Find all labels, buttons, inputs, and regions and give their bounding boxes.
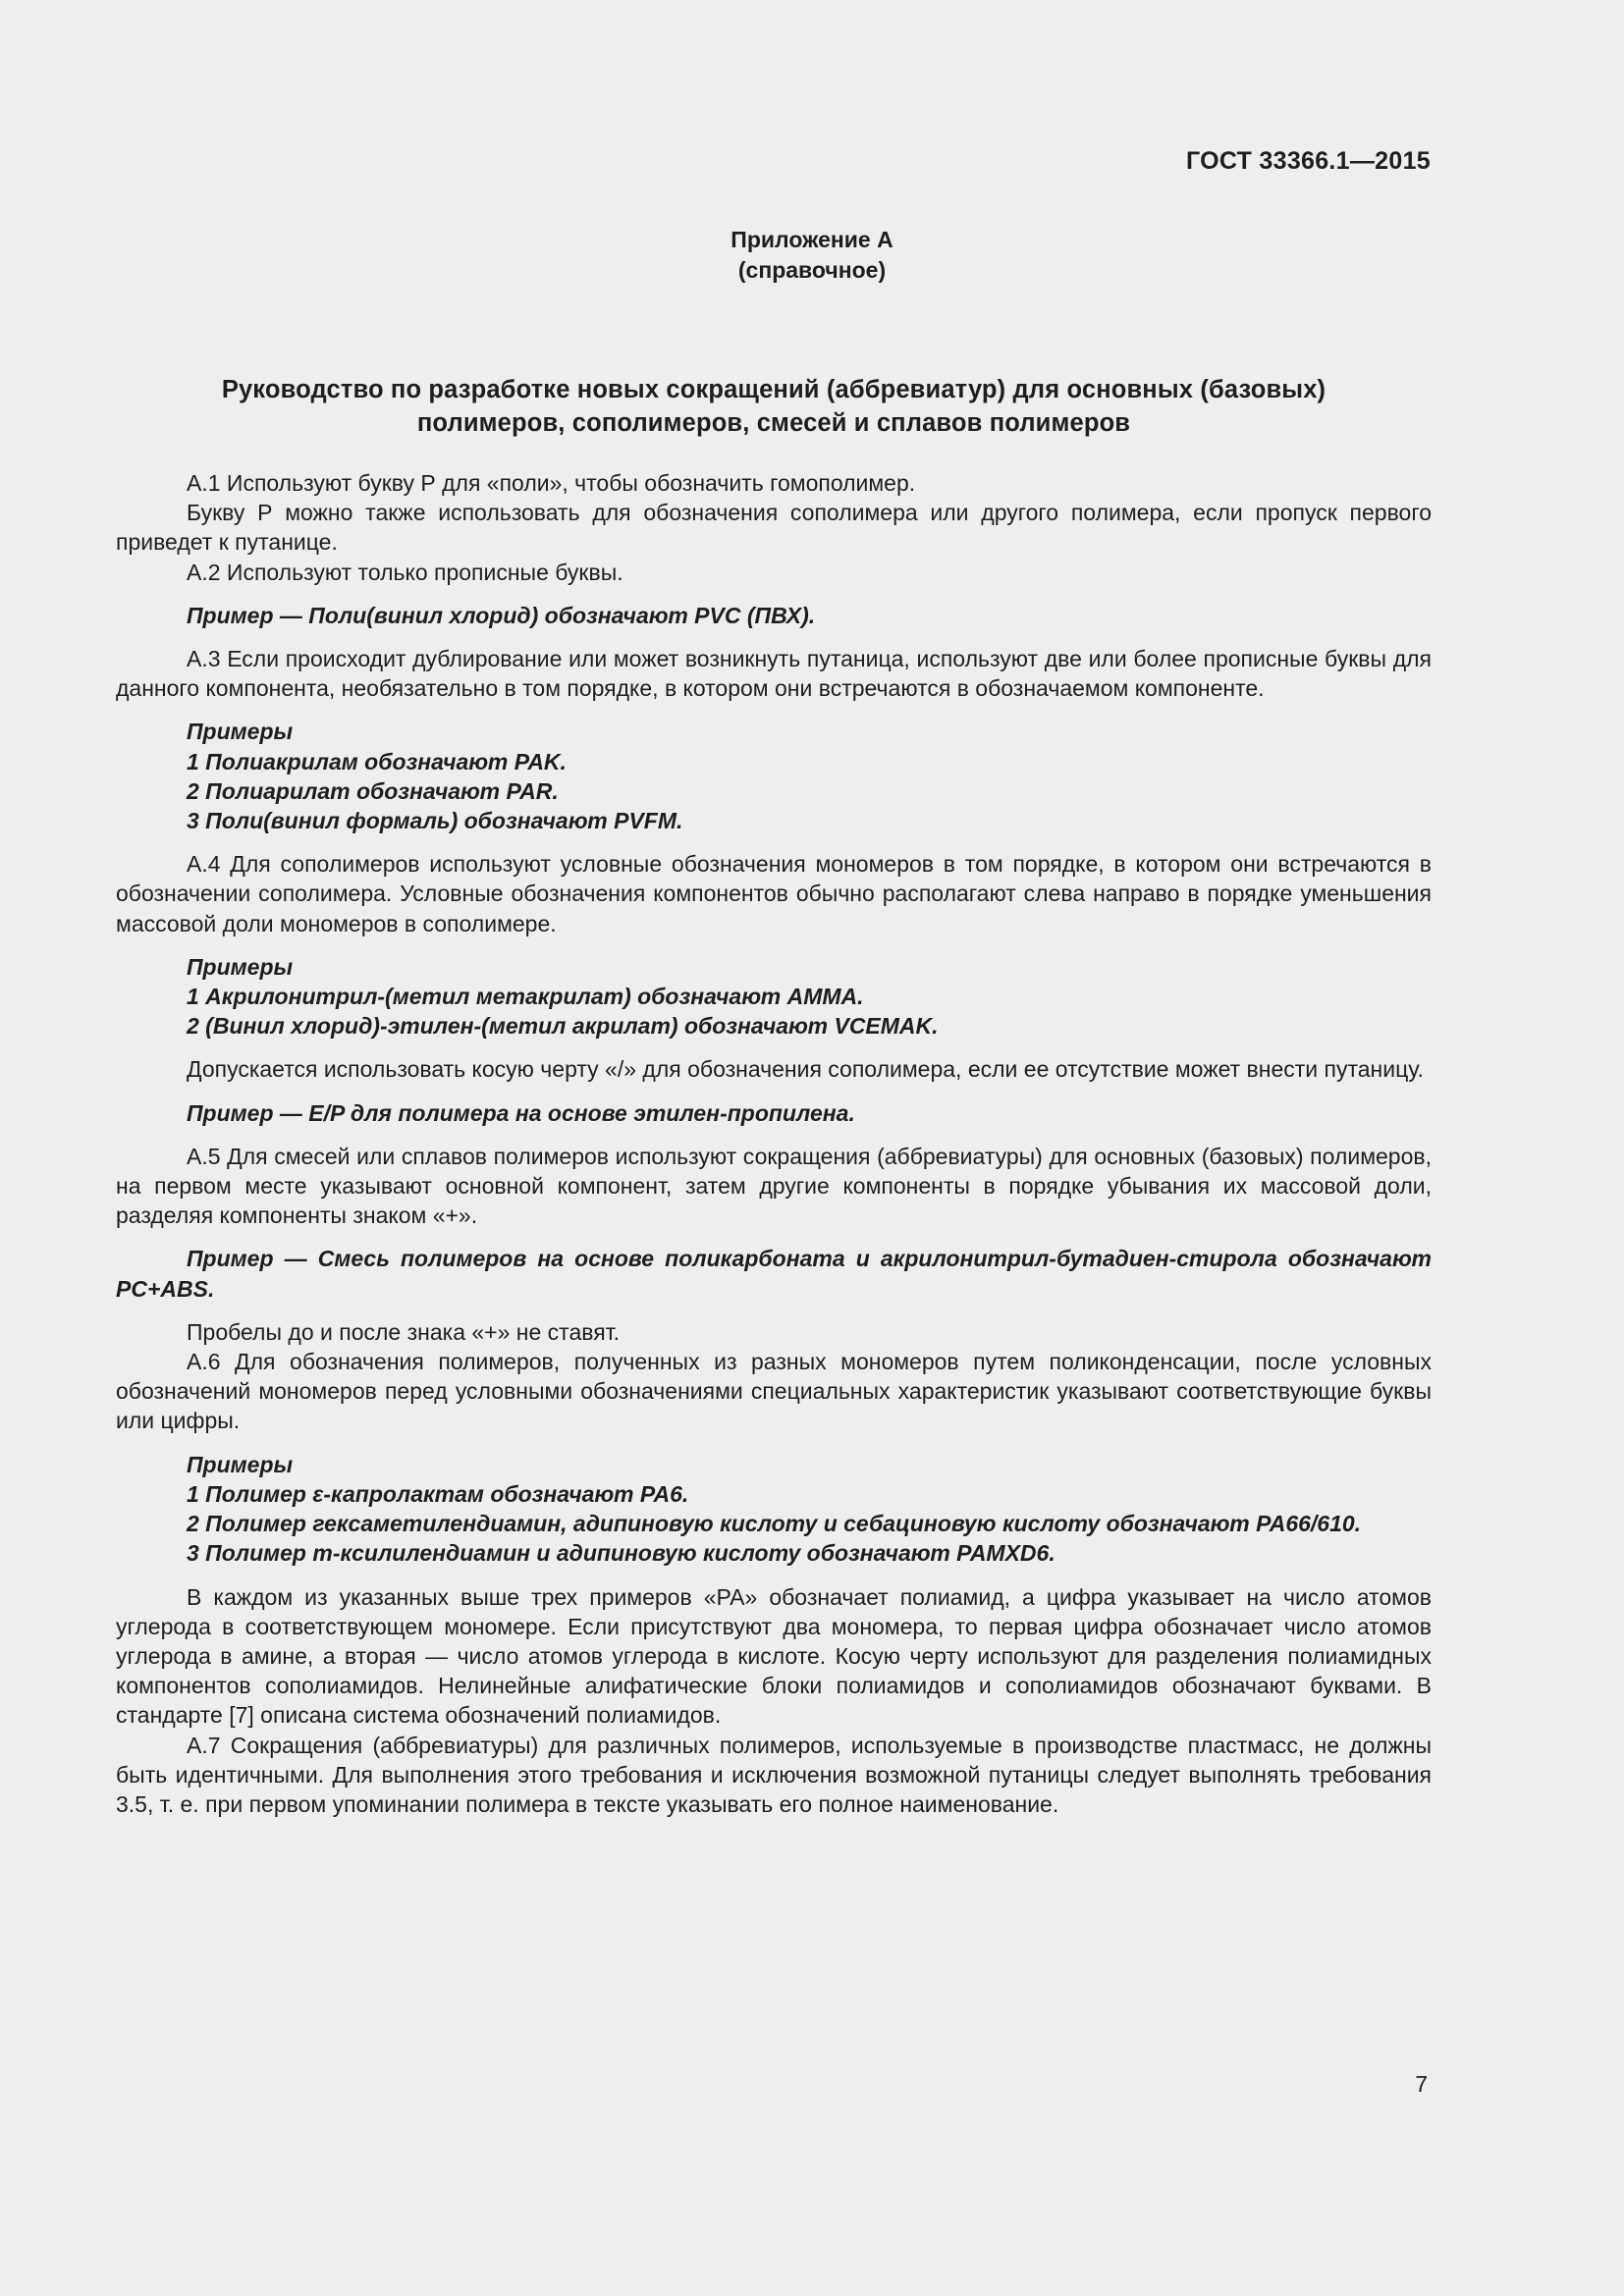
examples-block-a4 bbox=[116, 952, 1432, 1041]
section-title-line-1: Руководство по разработке новых сокращений (аббревиатур) для основных (базовых) bbox=[221, 376, 1326, 403]
section-title bbox=[116, 373, 1432, 440]
example-item: 2 (Винил хлорид)-этилен-(метил акрилат) обозначают VCEMAK. bbox=[187, 1013, 939, 1040]
example-item: 2 Полимер гексаметилендиамин, адипиновую кислоту и себациновую кислоту обозначают PA66/610. bbox=[187, 1511, 1362, 1537]
spaces-note: Пробелы до и после знака «+» не ставят. bbox=[187, 1318, 621, 1345]
examples-block-a3 bbox=[116, 717, 1432, 835]
example-item: 1 Полиакрилам обозначают PAK. bbox=[187, 748, 567, 774]
example-item: 3 Поли(винил формаль) обозначают PVFM. bbox=[187, 808, 683, 834]
appendix-label: Приложение А bbox=[731, 227, 893, 252]
clause-a6: А.6 Для обозначения полимеров, полученных из разных мономеров путем поликонденсации, после условных обозначений мономеров перед условными обозначениями специальных характеристик указывают соответствующие буквы или цифры. bbox=[116, 1349, 1432, 1434]
example-item: 1 Полимер ε-капролактам обозначают PA6. bbox=[187, 1480, 689, 1507]
appendix-heading bbox=[0, 225, 1624, 286]
example-ep: Пример — E/P для полимера на основе этилен-пропилена. bbox=[187, 1099, 855, 1126]
clause-a1: А.1 Используют букву Р для «поли», чтобы обозначить гомополимер. bbox=[187, 470, 916, 496]
polyamide-note: В каждом из указанных выше трех примеров «PA» обозначает полиамид, а цифра указывает на число атомов углерода в соответствующем мономере. Если присутствуют два мономера, то первая цифра обозначает число атомов углерода в амине, а вторая — число атомов углерода в кислоте. Косую черту используют для разделения полиамидных компонентов сополиамидов. Нелинейные алифатические блоки полиамидов и сополиамидов обозначают буквами. В стандарте [7] описана система обозначений полиамидов. bbox=[116, 1583, 1432, 1729]
standard-code: ГОСТ 33366.1—2015 bbox=[1185, 147, 1431, 175]
clause-a3: А.3 Если происходит дублирование или может возникнуть путаница, используют две или более прописные буквы для данного компонента, необязательно в том порядке, в котором они встречаются в обозначаемом компоненте. bbox=[116, 646, 1432, 702]
clause-a2: А.2 Используют только прописные буквы. bbox=[187, 559, 623, 585]
examples-heading: Примеры bbox=[187, 1451, 294, 1477]
document-body bbox=[116, 468, 1432, 1819]
example-item: 3 Полимер m-ксилилендиамин и адипиновую кислоту обозначают PAMXD6. bbox=[187, 1540, 1056, 1567]
page-number: 7 bbox=[1415, 2071, 1428, 2097]
example-pc-abs: Пример — Смесь полимеров на основе поликарбоната и акрилонитрил-бутадиен-стирола обозначают PC+ABS. bbox=[116, 1246, 1432, 1302]
appendix-type: (справочное) bbox=[737, 257, 887, 283]
examples-block-a6 bbox=[116, 1450, 1432, 1569]
slash-note: Допускается использовать косую черту «/» для обозначения сополимера, если ее отсутствие может внести путаницу. bbox=[187, 1056, 1424, 1083]
clause-a1-continuation: Букву Р можно также использовать для обозначения сополимера или другого полимера, если пропуск первого приведет к путанице. bbox=[116, 500, 1432, 556]
clause-a5: А.5 Для смесей или сплавов полимеров используют сокращения (аббревиатуры) для основных (базовых) полимеров, на первом месте указывают основной компонент, затем другие компоненты в порядке убывания их массовой доли, разделяя компоненты знаком «+». bbox=[116, 1143, 1432, 1229]
example-pvc: Пример — Поли(винил хлорид) обозначают PVC (ПВХ). bbox=[187, 602, 816, 628]
examples-heading: Примеры bbox=[187, 719, 294, 745]
clause-a4: А.4 Для сополимеров используют условные обозначения мономеров в том порядке, в котором они встречаются в обозначении сополимера. Условные обозначения компонентов обычно располагают слева направо в порядке уменьшения массовой доли мономеров в сополимере. bbox=[116, 851, 1432, 936]
example-item: 2 Полиарилат обозначают PAR. bbox=[187, 777, 559, 804]
clause-a7: А.7 Сокращения (аббревиатуры) для различных полимеров, используемые в производстве пластмасс, не должны быть идентичными. Для выполнения этого требования и исключения возможной путаницы следует выполнять требования 3.5, т. е. при первом упоминании полимера в тексте указывать его полное наименование. bbox=[116, 1732, 1432, 1817]
examples-heading: Примеры bbox=[187, 953, 294, 980]
section-title-line-2: полимеров, сополимеров, смесей и сплавов полимеров bbox=[416, 409, 1131, 437]
example-item: 1 Акрилонитрил-(метил метакрилат) обозначают AMMA. bbox=[187, 984, 864, 1010]
